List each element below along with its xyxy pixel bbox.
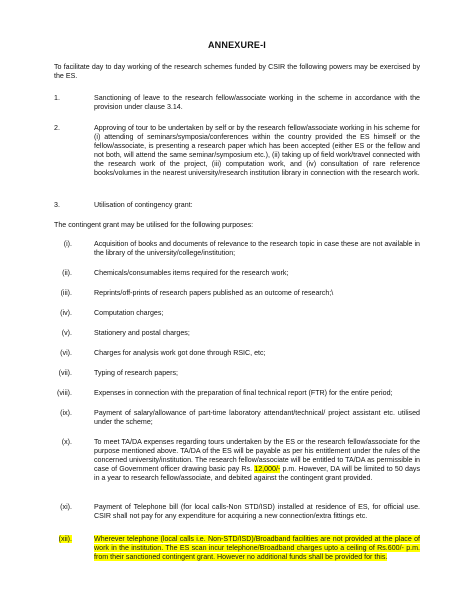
clause-number-1: 1. bbox=[54, 94, 60, 102]
item-number: (xi). bbox=[60, 503, 72, 511]
ta-da-text-before: To meet TA/DA expenses regarding tours undertaken by the ES or the research fellow/associate for the purpose mentioned above. TA/DA of the ES will be payable as per his entitlement under the rules of the concerned university/institution. The research fellow/associate will be entitled to TA/DA as permissible in case of Government officer drawing basic pay Rs. bbox=[94, 438, 420, 473]
item-number: (v). bbox=[61, 329, 72, 337]
item-text: Payment of Telephone bill (for local calls-Non STD/ISD) installed at residence of ES, for official use. CSIR shall not pay for any expenditure for acquiring a new connection/extra fittings etc. bbox=[94, 503, 420, 520]
item-number-highlighted: (xii). bbox=[58, 535, 72, 543]
item-text: Acquisition of books and documents of relevance to the research topic in case these are not available in the library of the university/college/institution; bbox=[94, 240, 420, 257]
item-number: (viii). bbox=[57, 389, 72, 397]
clause-text-1: Sanctioning of leave to the research fellow/associate working in the scheme in accordance with the provision under clause 3.14. bbox=[94, 94, 420, 111]
item-number: (vii). bbox=[58, 369, 72, 377]
item-text: Stationery and postal charges; bbox=[94, 329, 190, 337]
item-text: Expenses in connection with the preparation of final technical report (FTR) for the entire period; bbox=[94, 389, 393, 397]
item-text: Charges for analysis work got done through RSIC, etc; bbox=[94, 349, 266, 357]
item-text: Typing of research papers; bbox=[94, 369, 178, 377]
item-text-highlighted: Wherever telephone (local calls i.e. Non-STD/ISD)/Broadband facilities are not provided at the place of work in the institution. The ES scan incur telephone/Broadband charges upto a ceiling of Rs.600/- p.m. from their sanctioned contingent grant. However no additional funds shall be provided for this. bbox=[94, 535, 420, 561]
item-number: (i). bbox=[63, 240, 72, 248]
page-title: ANNEXURE-I bbox=[207, 40, 266, 50]
item-text: Computation charges; bbox=[94, 309, 164, 317]
item-text: Payment of salary/allowance of part-time laboratory attendant/technical/ project assistant etc. utilised under the scheme; bbox=[94, 409, 420, 426]
highlighted-amount: 12,000/- bbox=[254, 465, 281, 473]
contingent-intro: The contingent grant may be utilised for the following purposes: bbox=[54, 221, 254, 229]
ta-da-text-after: p.m. However, DA will be limited to 50 days in a year to research fellow/associate, and debited against the contingent grant provided. bbox=[94, 465, 420, 482]
clause-text-2: Approving of tour to be undertaken by self or by the research fellow/associate working in his scheme for (i) attending of seminars/symposia/conferences within the country provided the ES himself or the fellow/associate, is presenting a research paper which has been accepted (either ES or the fellow and not both, will attend the same seminar/symposium etc.), (ii) taking up of field work/travel connected with the research work of the project, (iii) computation work, and (iv) consultation of rare reference books/volumes in the nearest university/research institution library in connection with the research work. bbox=[94, 124, 420, 177]
item-text: Reprints/off-prints of research papers published as an outcome of research;\ bbox=[94, 289, 334, 297]
intro-paragraph: To facilitate day to day working of the research schemes funded by CSIR the following powers may be exercised by the ES. bbox=[54, 63, 420, 80]
item-number: (x). bbox=[61, 438, 72, 446]
item-number: (iv). bbox=[60, 309, 72, 317]
item-number: (ii). bbox=[62, 269, 72, 277]
item-number: (ix). bbox=[60, 409, 72, 417]
clause-number-2: 2. bbox=[54, 124, 60, 132]
item-number: (vi). bbox=[60, 349, 72, 357]
item-text: Chemicals/consumables items required for the research work; bbox=[94, 269, 289, 277]
item-text-ta-da bbox=[94, 438, 420, 483]
clause-text-3: Utilisation of contingency grant: bbox=[94, 201, 193, 209]
clause-number-3: 3. bbox=[54, 201, 60, 209]
item-number: (iii). bbox=[60, 289, 72, 297]
